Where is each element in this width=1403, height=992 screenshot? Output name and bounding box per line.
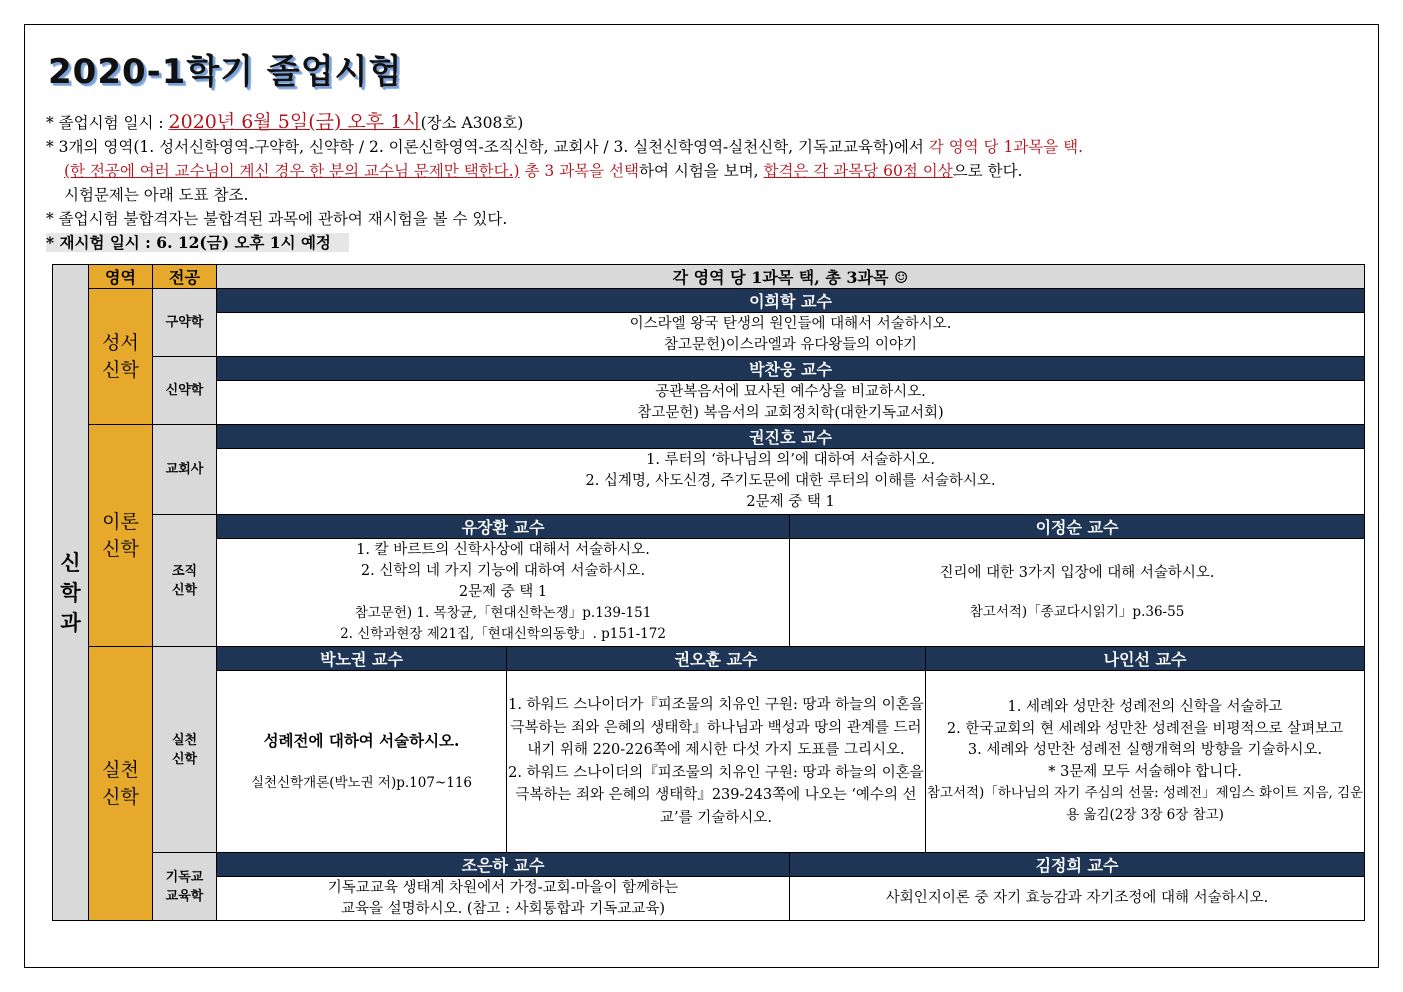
note-pass-score: 합격은 각 과목당 60점 이상 xyxy=(763,162,953,180)
question-church-history xyxy=(217,449,1365,515)
prof-edu-a: 조은하 교수 xyxy=(217,853,790,877)
note-areas-highlight: 각 영역 당 1과목을 택. xyxy=(928,138,1084,156)
question-text: 1. 칼 바르트의 신학사상에 대해서 서술하시오. xyxy=(356,542,650,558)
area-label: 성서 신학 xyxy=(102,331,139,381)
prof-edu-b: 김정희 교수 xyxy=(790,853,1365,877)
note-exam-date xyxy=(46,110,1366,135)
question-practical-c xyxy=(926,671,1365,853)
header-instruction: 각 영역 당 1과목 택, 총 3과목 ☺ xyxy=(217,265,1365,289)
reference-text: 참고문헌) 1. 목창균,「현대신학논쟁」p.139-151 xyxy=(354,605,652,621)
choice-note: 2문제 중 택 1 xyxy=(458,584,548,600)
question-edu-a xyxy=(217,877,790,921)
question-text: 기독교교육 생태계 차원에서 가정-교회-마을이 함께하는 xyxy=(327,879,679,896)
reference-text: 실천신학개론(박노권 저)p.107~116 xyxy=(250,774,472,791)
page-title: 2020-1학기 졸업시험 xyxy=(48,52,403,92)
prof-practical-c: 나인선 교수 xyxy=(926,647,1365,671)
instruction-note: * 3문제 모두 서술해야 합니다. xyxy=(1048,763,1242,780)
area-practical xyxy=(89,647,153,921)
note-total-subjects: 총 3 과목을 선택 xyxy=(519,162,640,180)
question-text: 3. 세례와 성만찬 성례전 실행개혁의 방향을 기술하시오. xyxy=(967,742,1323,758)
area-bible xyxy=(89,289,153,425)
question-text: 2. 하워드 스나이더의『피조물의 치유인 구원: 땅과 하늘의 이혼을 극복하는 죄와 은혜의 생태학』239-243쪽에 나오는 ‘예수의 선교’를 기술하시오. xyxy=(508,764,924,826)
note-retest-policy: * 졸업시험 불합격자는 불합격된 과목에 관하여 재시험을 볼 수 있다. xyxy=(46,210,508,228)
note-areas xyxy=(46,135,1366,159)
major-nt: 신약학 xyxy=(153,357,217,425)
prof-practical-a: 박노권 교수 xyxy=(217,647,507,671)
prof-church-history: 권진호 교수 xyxy=(217,425,1365,449)
question-practical-b xyxy=(507,671,926,853)
major-practical xyxy=(153,647,217,853)
question-nt xyxy=(217,381,1365,425)
exam-notes xyxy=(46,110,1366,255)
note-text: 하여 시험을 보며, xyxy=(639,162,764,180)
question-text: 성례전에 대하여 서술하시오. xyxy=(263,730,460,750)
prof-ot: 이희학 교수 xyxy=(217,289,1365,313)
major-label: 조직 신학 xyxy=(171,563,198,598)
area-label: 이론 신학 xyxy=(102,510,139,560)
question-edu-b xyxy=(790,877,1365,921)
header-area: 영역 xyxy=(89,265,153,289)
exam-table xyxy=(52,264,1365,921)
choice-note: 2문제 중 택 1 xyxy=(746,494,835,510)
question-text: 공관복음서에 묘사된 예수상을 비교하시오. xyxy=(655,383,926,400)
question-ot xyxy=(217,313,1365,357)
question-systematic-b xyxy=(790,539,1365,647)
note-retest-date xyxy=(46,231,1366,255)
question-practical-a xyxy=(217,671,507,853)
question-text: 2. 십계명, 사도신경, 주기도문에 대한 루터의 이해를 서술하시오. xyxy=(585,473,996,489)
dept-cell xyxy=(53,265,89,921)
prof-nt: 박찬웅 교수 xyxy=(217,357,1365,381)
header-major: 전공 xyxy=(153,265,217,289)
question-text: 진리에 대한 3가지 입장에 대해 서술하시오. xyxy=(939,564,1215,581)
reference-text: 참고문헌)이스라엘과 유다왕들의 이야기 xyxy=(664,336,918,353)
note-selection xyxy=(46,159,1366,183)
question-text: 사회인지이론 중 자기 효능감과 자기조정에 대해 서술하시오. xyxy=(885,890,1269,906)
question-text: 교육을 설명하시오. (참고 : 사회통합과 기독교교육) xyxy=(341,900,665,917)
major-church-history: 교회사 xyxy=(153,425,217,515)
question-text: 1. 루터의 ‘하나님의 의’에 대하여 서술하시오. xyxy=(646,452,935,468)
major-ot: 구약학 xyxy=(153,289,217,357)
question-text: 1. 하워드 스나이더가『피조물의 치유인 구원: 땅과 하늘의 이혼을 극복하는 죄와 은혜의 생태학』하나님과 백성과 땅의 관계를 드러내기 위해 220-226쪽에 제시한 다섯 가지 도표를 그리시오. xyxy=(508,697,924,758)
major-label: 실천 신학 xyxy=(171,732,198,767)
question-text: 2. 한국교회의 현 세례와 성만찬 성례전을 비평적으로 살펴보고 xyxy=(946,720,1344,737)
major-label: 기독교 교육학 xyxy=(165,869,204,904)
question-text: 1. 세례와 성만찬 성례전의 신학을 서술하고 xyxy=(1007,699,1283,715)
major-christian-edu xyxy=(153,853,217,921)
exam-date: 2020년 6월 5일(금) 오후 1시 xyxy=(168,111,421,133)
major-systematic xyxy=(153,515,217,647)
reference-text: 2. 신학과현장 제21집,「현대신학의동향」. p151-172 xyxy=(340,626,666,642)
reference-text: 참고서적)「하나님의 자기 주심의 선물: 성례전」제임스 화이트 지음, 김운용 옮김(2장 3장 6장 참고) xyxy=(926,785,1364,823)
area-label: 실천 신학 xyxy=(102,758,139,808)
reference-text: 참고서적)「종교다시읽기」p.36-55 xyxy=(969,603,1185,620)
dept-label: 신 학 과 xyxy=(60,549,81,635)
question-text: 이스라엘 왕국 탄생의 원인들에 대해서 서술하시오. xyxy=(629,315,952,332)
note-selection-rule: (한 전공에 여러 교수님이 계신 경우 한 분의 교수님 문제만 택한다.) xyxy=(64,162,520,180)
prof-systematic-b: 이정순 교수 xyxy=(790,515,1365,539)
question-text: 2. 신학의 네 가지 기능에 대하여 서술하시오. xyxy=(360,563,646,579)
question-systematic-a xyxy=(217,539,790,647)
note-text: 으로 한다. xyxy=(952,162,1023,180)
area-theory xyxy=(89,425,153,647)
prof-practical-b: 권오훈 교수 xyxy=(507,647,926,671)
prof-systematic-a: 유장환 교수 xyxy=(217,515,790,539)
retest-date: * 재시험 일시 : 6. 12(금) 오후 1시 예정 xyxy=(46,233,349,252)
reference-text: 참고문헌) 복음서의 교회정치학(대한기독교서회) xyxy=(637,404,944,421)
note-reference: 시험문제는 아래 도표 참조. xyxy=(64,186,249,204)
note-areas-text: * 3개의 영역(1. 성서신학영역-구약학, 신약학 / 2. 이론신학영역-조직신학, 교회사 / 3. 실천신학영역-실천신학, 기독교교육학)에서 xyxy=(46,138,929,156)
note-label: * 졸업시험 일시 : xyxy=(46,114,169,132)
exam-location: (장소 A308호) xyxy=(420,114,524,132)
